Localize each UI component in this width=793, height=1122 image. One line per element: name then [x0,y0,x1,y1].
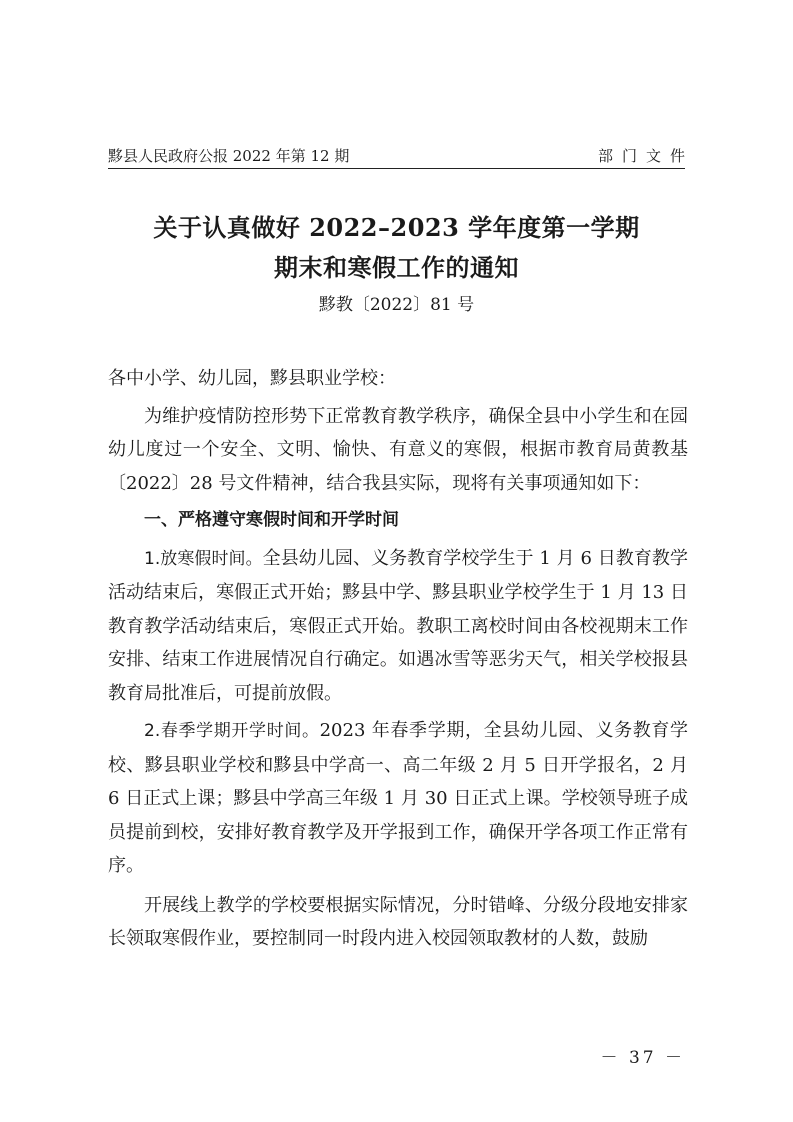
paragraph-3: 开展线上教学的学校要根据实际情况，分时错峰、分级分段地安排家长领取寒假作业，要控制同一时段内进入校园领取教材的人数，鼓励 [108,894,688,949]
item-2-lead: 2.春季学期开学时间。 [144,721,320,741]
document-body [108,362,688,960]
item-1-paragraph [108,542,688,711]
intro-paragraph: 为维护疫情防控形势下正常教育教学秩序，确保全县中小学生和在园幼儿度过一个安全、文明、愉快、有意义的寒假，根据市教育局黄教基〔2022〕28 号文件精神，结合我县实际，现将有关事项通知如下： [108,405,688,494]
section-heading: 一、严格遵守寒假时间和开学时间 [144,510,399,530]
document-title-line-2: 期末和寒假工作的通知 [274,253,519,282]
header-rule [108,168,685,169]
header-publication: 黟县人民政府公报 2022 年第 12 期 [108,147,350,165]
item-1-text: 全县幼儿园、义务教育学校学生于 1 月 6 日教育教学活动结束后，寒假正式开始；黟县中学、黟县职业学校学生于 1 月 13 日教育教学活动结束后，寒假正式开始。教职工离校时间由各校视期末工作安排、结束工作进展情况自行确定。如遇冰雪等恶劣天气，相关学校报县教育局批准后，可提前放假。 [108,547,688,704]
item-1-lead: 1.放寒假时间。 [144,548,263,569]
running-header [108,138,694,166]
document-title-line-1: 关于认真做好 2022–2023 学年度第一学期 [153,213,640,242]
document-number: 黟教〔2022〕81 号 [318,295,475,315]
item-2-paragraph [108,714,688,883]
header-section: 部门文件 [597,147,694,165]
page-number: － 37 － [600,1048,685,1068]
item-2-text: 2023 年春季学期，全县幼儿园、义务教育学校、黟县职业学校和黟县中学高一、高二年级 2 月 5 日开学报名，2 月 6 日正式上课；黟县中学高三年级 1 月 30 日正式上课。学校领导班子成员提前到校，安排好教育教学及开学报到工作，确保开学各项工作正常有序。 [108,720,688,876]
salutation: 各中小学、幼儿园，黟县职业学校： [108,368,396,389]
